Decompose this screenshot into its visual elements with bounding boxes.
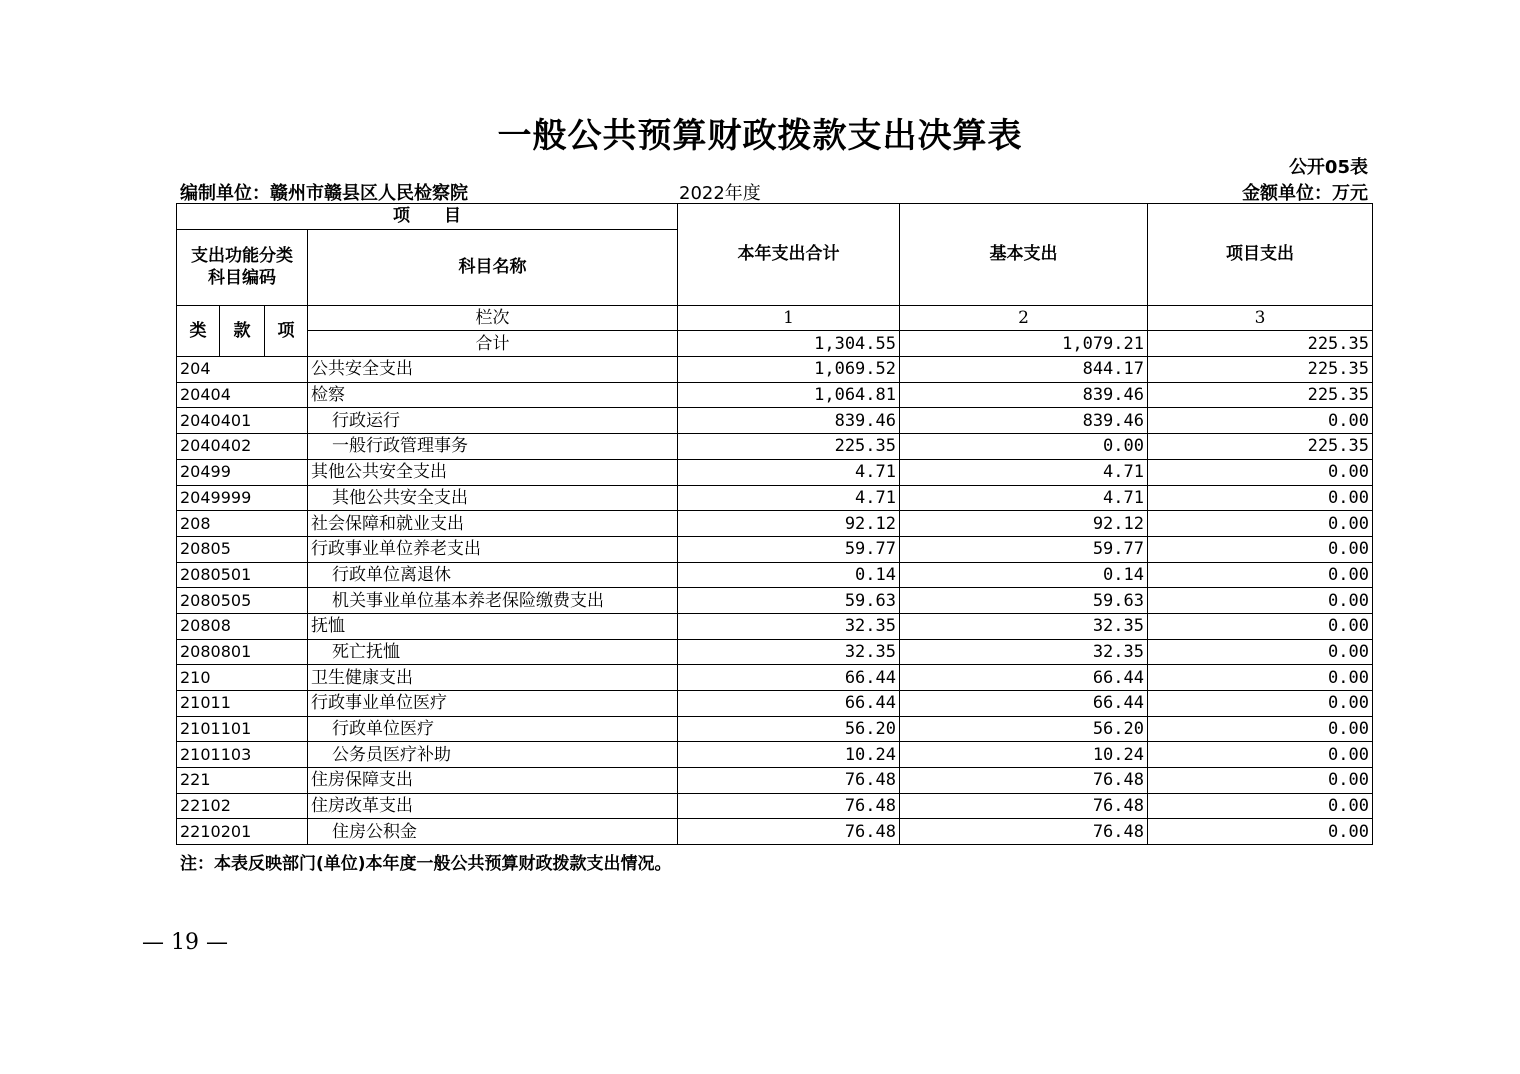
total-label: 合计 — [308, 331, 678, 357]
row-basic: 92.12 — [900, 511, 1148, 537]
header-kuan: 款 — [220, 305, 265, 356]
header-col2: 2 — [900, 305, 1148, 331]
row-basic: 0.14 — [900, 562, 1148, 588]
row-total: 4.71 — [678, 459, 900, 485]
row-name: 行政事业单位养老支出 — [308, 536, 678, 562]
row-code: 2040401 — [177, 408, 308, 434]
row-name: 住房改革支出 — [308, 793, 678, 819]
row-code: 221 — [177, 768, 308, 794]
row-project: 0.00 — [1148, 793, 1373, 819]
row-total: 1,069.52 — [678, 357, 900, 383]
row-project: 0.00 — [1148, 613, 1373, 639]
header-col3: 3 — [1148, 305, 1373, 331]
row-code: 2080801 — [177, 639, 308, 665]
row-project: 225.35 — [1148, 357, 1373, 383]
row-project: 0.00 — [1148, 691, 1373, 717]
row-project: 0.00 — [1148, 562, 1373, 588]
row-name: 行政事业单位医疗 — [308, 691, 678, 717]
row-code: 210 — [177, 665, 308, 691]
row-total: 839.46 — [678, 408, 900, 434]
header-col-basic: 基本支出 — [900, 204, 1148, 306]
row-code: 2101103 — [177, 742, 308, 768]
row-project: 0.00 — [1148, 408, 1373, 434]
row-basic: 76.48 — [900, 819, 1148, 845]
row-total: 76.48 — [678, 793, 900, 819]
row-project: 0.00 — [1148, 768, 1373, 794]
row-name: 行政单位医疗 — [308, 716, 678, 742]
table-row — [177, 357, 1373, 383]
table-row — [177, 588, 1373, 614]
row-project: 0.00 — [1148, 716, 1373, 742]
header-col-total: 本年支出合计 — [678, 204, 900, 306]
table-meta — [176, 179, 1371, 203]
row-name: 一般行政管理事务 — [308, 434, 678, 460]
row-total: 1,064.81 — [678, 382, 900, 408]
row-total: 32.35 — [678, 613, 900, 639]
row-code: 2101101 — [177, 716, 308, 742]
row-name: 死亡抚恤 — [308, 639, 678, 665]
row-code: 208 — [177, 511, 308, 537]
budget-table — [176, 203, 1373, 845]
row-basic: 76.48 — [900, 793, 1148, 819]
total-row — [177, 331, 1373, 357]
row-total: 76.48 — [678, 819, 900, 845]
row-total: 56.20 — [678, 716, 900, 742]
row-name: 其他公共安全支出 — [308, 485, 678, 511]
table-row — [177, 793, 1373, 819]
header-name-label: 科目名称 — [308, 229, 678, 305]
row-basic: 839.46 — [900, 408, 1148, 434]
row-code: 2080501 — [177, 562, 308, 588]
total-v3: 225.35 — [1148, 331, 1373, 357]
row-code: 2049999 — [177, 485, 308, 511]
page-title: 一般公共预算财政拨款支出决算表 — [497, 116, 1023, 156]
row-project: 0.00 — [1148, 819, 1373, 845]
total-v2: 1,079.21 — [900, 331, 1148, 357]
row-name: 住房保障支出 — [308, 768, 678, 794]
row-total: 10.24 — [678, 742, 900, 768]
header-col1: 1 — [678, 305, 900, 331]
row-basic: 59.63 — [900, 588, 1148, 614]
money-unit: 金额单位：万元 — [1242, 183, 1368, 204]
table-row — [177, 665, 1373, 691]
row-project: 0.00 — [1148, 588, 1373, 614]
row-total: 76.48 — [678, 768, 900, 794]
row-name: 公务员医疗补助 — [308, 742, 678, 768]
table-note: 注：本表反映部门(单位)本年度一般公共预算财政拨款支出情况。 — [180, 854, 672, 874]
table-row — [177, 768, 1373, 794]
row-project: 0.00 — [1148, 742, 1373, 768]
table-row — [177, 562, 1373, 588]
row-basic: 32.35 — [900, 613, 1148, 639]
row-code: 20808 — [177, 613, 308, 639]
row-basic: 76.48 — [900, 768, 1148, 794]
row-name: 社会保障和就业支出 — [308, 511, 678, 537]
table-row — [177, 434, 1373, 460]
table-row — [177, 613, 1373, 639]
row-project: 0.00 — [1148, 485, 1373, 511]
row-project: 225.35 — [1148, 434, 1373, 460]
row-basic: 59.77 — [900, 536, 1148, 562]
row-project: 0.00 — [1148, 511, 1373, 537]
row-basic: 0.00 — [900, 434, 1148, 460]
row-project: 0.00 — [1148, 665, 1373, 691]
row-name: 抚恤 — [308, 613, 678, 639]
header-row-lanci — [177, 305, 1373, 331]
row-total: 225.35 — [678, 434, 900, 460]
row-code: 22102 — [177, 793, 308, 819]
table-row — [177, 536, 1373, 562]
row-code: 2080505 — [177, 588, 308, 614]
row-project: 0.00 — [1148, 459, 1373, 485]
header-xiang: 项 — [265, 305, 308, 356]
row-total: 66.44 — [678, 665, 900, 691]
table-row — [177, 639, 1373, 665]
row-basic: 4.71 — [900, 459, 1148, 485]
row-project: 225.35 — [1148, 382, 1373, 408]
row-name: 公共安全支出 — [308, 357, 678, 383]
table-row — [177, 742, 1373, 768]
table-row — [177, 511, 1373, 537]
header-lanci: 栏次 — [308, 305, 678, 331]
row-name: 其他公共安全支出 — [308, 459, 678, 485]
row-total: 59.63 — [678, 588, 900, 614]
table-row — [177, 691, 1373, 717]
row-name: 机关事业单位基本养老保险缴费支出 — [308, 588, 678, 614]
table-row — [177, 485, 1373, 511]
form-number: 公开05表 — [1288, 157, 1368, 178]
row-project: 0.00 — [1148, 536, 1373, 562]
table-row — [177, 716, 1373, 742]
header-code-label: 支出功能分类科目编码 — [177, 229, 308, 305]
table-row — [177, 819, 1373, 845]
row-code: 20404 — [177, 382, 308, 408]
row-basic: 839.46 — [900, 382, 1148, 408]
total-v1: 1,304.55 — [678, 331, 900, 357]
row-name: 检察 — [308, 382, 678, 408]
header-project: 项 目 — [177, 204, 678, 230]
row-total: 32.35 — [678, 639, 900, 665]
row-name: 卫生健康支出 — [308, 665, 678, 691]
row-code: 2040402 — [177, 434, 308, 460]
row-code: 21011 — [177, 691, 308, 717]
row-basic: 66.44 — [900, 665, 1148, 691]
row-code: 20805 — [177, 536, 308, 562]
row-total: 92.12 — [678, 511, 900, 537]
header-lei: 类 — [177, 305, 220, 356]
table-row — [177, 408, 1373, 434]
row-project: 0.00 — [1148, 639, 1373, 665]
fiscal-year: 2022年度 — [679, 183, 761, 204]
row-total: 59.77 — [678, 536, 900, 562]
row-code: 2210201 — [177, 819, 308, 845]
row-name: 住房公积金 — [308, 819, 678, 845]
table-row — [177, 382, 1373, 408]
compiling-unit: 编制单位：赣州市赣县区人民检察院 — [180, 183, 468, 204]
row-code: 20499 — [177, 459, 308, 485]
row-basic: 10.24 — [900, 742, 1148, 768]
row-total: 0.14 — [678, 562, 900, 588]
page-number: — 19 — — [142, 930, 228, 955]
row-name: 行政单位离退休 — [308, 562, 678, 588]
row-basic: 56.20 — [900, 716, 1148, 742]
header-col-project: 项目支出 — [1148, 204, 1373, 306]
table-row — [177, 459, 1373, 485]
row-name: 行政运行 — [308, 408, 678, 434]
row-basic: 4.71 — [900, 485, 1148, 511]
row-basic: 66.44 — [900, 691, 1148, 717]
row-code: 204 — [177, 357, 308, 383]
row-total: 66.44 — [678, 691, 900, 717]
row-basic: 32.35 — [900, 639, 1148, 665]
row-total: 4.71 — [678, 485, 900, 511]
row-basic: 844.17 — [900, 357, 1148, 383]
header-row-project — [177, 204, 1373, 230]
